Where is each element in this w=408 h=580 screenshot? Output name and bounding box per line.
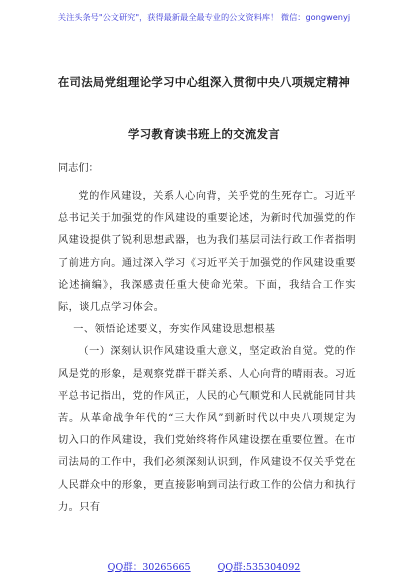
footer-contacts bbox=[0, 559, 408, 573]
section-heading-1: 一、领悟论述要义，夯实作风建设思想根基 bbox=[73, 324, 276, 336]
promo-banner: 关注头条号"公文研究"，获得最新最全最专业的公文资料库！ 微信：gongwenyj bbox=[57, 12, 351, 22]
qq-group-1-link[interactable]: QQ群：30265665 bbox=[107, 562, 191, 573]
qq-group-2-link[interactable]: QQ群:535304092 bbox=[217, 562, 301, 573]
doc-body bbox=[58, 186, 356, 519]
paragraph-1-1: （一）深刻认识作风建设重大意义，坚定政治自觉。党的作风是党的形象，是观察党群干群关系、人心向背的晴雨表。习近平总书记指出，党的作风正，人民的心气顺党和人民就能同甘共苦。从革命战争年代的“三大作风”到新时代以中央八项规定为切入口的作风建设，我们党始终将作风建设摆在重要位置。在市司法局的工作中，我们必须深刻认识到，作风建设不仅关乎党在人民群众中的形象，更直接影响到司法行政工作的公信力和执行力。只有 bbox=[58, 346, 356, 513]
doc-title-line1: 在司法局党组理论学习中心组深入贯彻中央八项规定精神 bbox=[57, 75, 351, 89]
doc-title-line2: 学习教育读书班上的交流发言 bbox=[128, 127, 280, 141]
paragraph-intro: 党的作风建设，关系人心向背，关乎党的生死存亡。习近平总书记关于加强党的作风建设的重要论述，为新时代加强党的作风建设提供了锐利思想武器，也为我们基层司法行政工作者指明了前进方向。通过深入学习《习近平关于加强党的作风建设重要论述摘编》，我深感责任重大使命光荣。下面，我结合工作实际，谈几点学习体会。 bbox=[58, 191, 356, 314]
greeting: 同志们： bbox=[58, 163, 99, 174]
